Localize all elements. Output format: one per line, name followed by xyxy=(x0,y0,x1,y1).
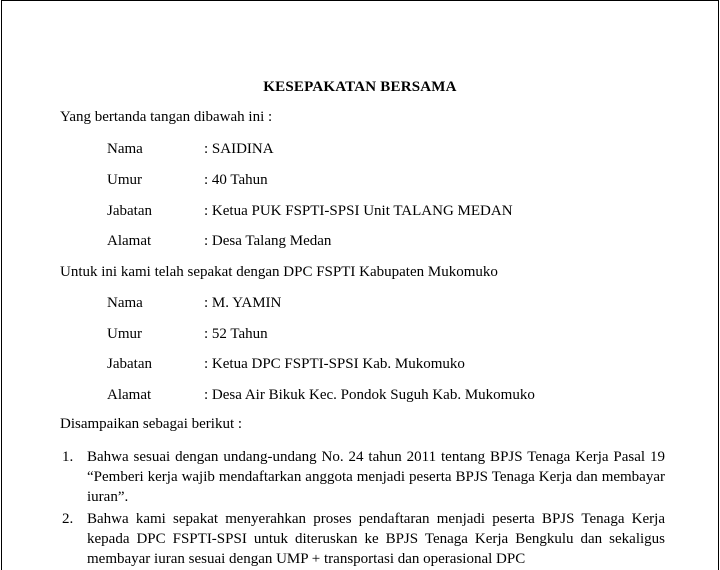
party1-address-row xyxy=(107,233,331,250)
list-item xyxy=(62,509,665,569)
list-item-number: 1. xyxy=(62,449,74,465)
party2-address-row xyxy=(107,387,535,404)
list-item xyxy=(62,447,665,507)
agreement-text: Untuk ini kami telah sepakat dengan DPC FSPTI Kabupaten Mukomuko xyxy=(60,264,498,280)
field-value: : Ketua PUK FSPTI-SPSI Unit TALANG MEDAN xyxy=(204,203,513,219)
field-value: : Desa Air Bikuk Kec. Pondok Suguh Kab. Mukomuko xyxy=(204,387,535,403)
field-label: Alamat xyxy=(107,233,152,249)
party2-name-row xyxy=(107,295,281,312)
list-item-text: Bahwa sesuai dengan undang-undang No. 24 tahun 2011 tentang BPJS Tenaga Kerja Pasal 19 “Pemberi kerja wajib mendaftarkan anggota menjadi peserta BPJS Tenaga Kerja dan membayar iuran”. xyxy=(87,449,665,505)
field-label: Umur xyxy=(107,326,142,342)
party2-position-row xyxy=(107,356,465,373)
party1-position-row xyxy=(107,203,513,220)
field-value: : 40 Tahun xyxy=(204,172,268,188)
list-item-text: Bahwa kami sepakat menyerahkan proses pendaftaran menjadi peserta BPJS Tenaga Kerja kepada DPC FSPTI-SPSI untuk diteruskan ke BPJS Tenaga Kerja Bengkulu dan sekaligus membayar iuran sesuai dengan UMP + transportasi dan operasional DPC xyxy=(87,511,665,567)
field-value: : Ketua DPC FSPTI-SPSI Kab. Mukomuko xyxy=(204,356,465,372)
field-label: Nama xyxy=(107,295,143,311)
field-value: : 52 Tahun xyxy=(204,326,268,342)
field-value: : SAIDINA xyxy=(204,141,274,157)
points-intro-text: Disampaikan sebagai berikut : xyxy=(60,416,243,432)
field-value: : Desa Talang Medan xyxy=(204,233,332,249)
intro-text: Yang bertanda tangan dibawah ini : xyxy=(60,109,273,125)
field-label: Jabatan xyxy=(107,356,152,372)
field-label: Jabatan xyxy=(107,203,152,219)
party2-age-row xyxy=(107,326,268,343)
list-item-number: 2. xyxy=(62,511,74,527)
field-label: Alamat xyxy=(107,387,152,403)
party1-name-row xyxy=(107,141,274,158)
field-value: : M. YAMIN xyxy=(204,295,282,311)
party1-age-row xyxy=(107,172,268,189)
document-page xyxy=(1,0,719,570)
field-label: Nama xyxy=(107,141,143,157)
document-title: KESEPAKATAN BERSAMA xyxy=(263,79,457,95)
field-label: Umur xyxy=(107,172,142,188)
